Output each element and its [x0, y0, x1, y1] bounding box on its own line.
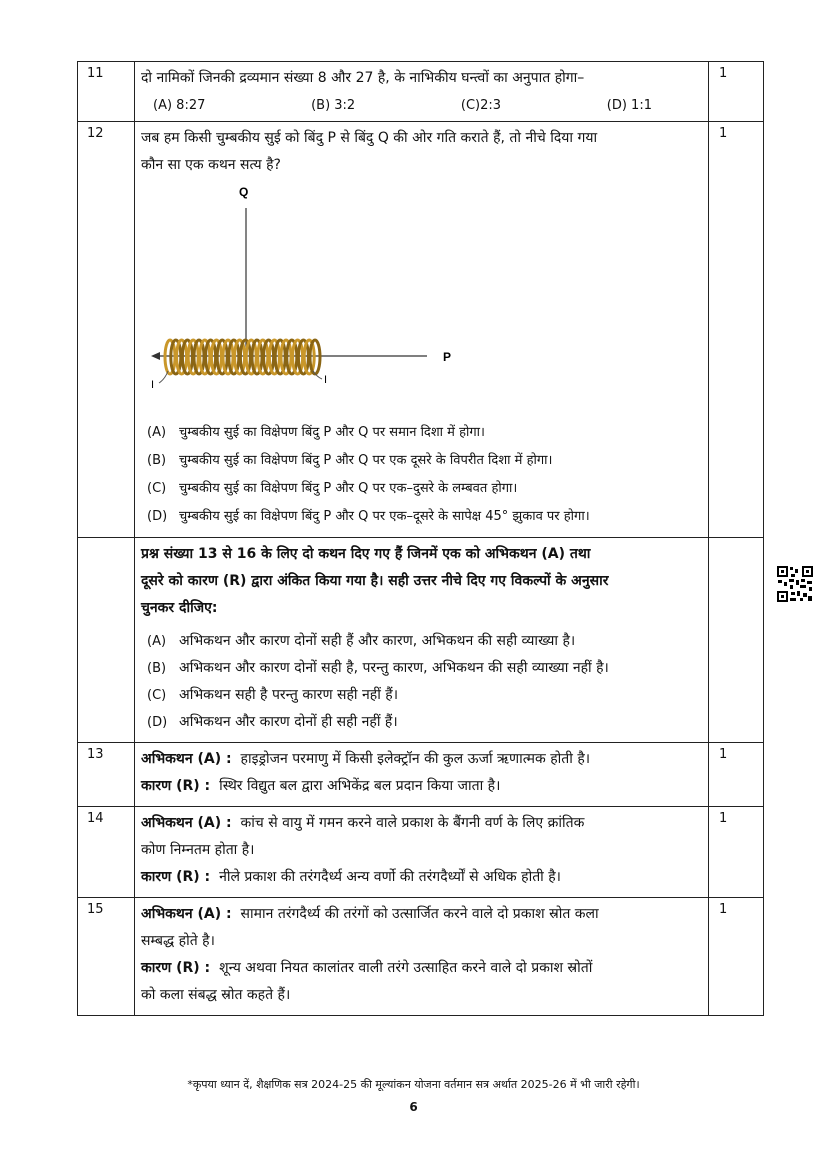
- option-c: (C)2:3: [460, 98, 502, 113]
- reason-text: नीले प्रकाश की तरंगदैर्ध्य अन्य वर्णो की तरंगदैर्ध्यों से अधिक होती है।: [219, 869, 561, 885]
- label-current-out: I: [324, 374, 328, 386]
- instructions-row: [78, 538, 764, 743]
- assertion-text: सामान तरंगदैर्ध्य की तरंगों को उत्सार्जित करने वाले दो प्रकाश स्रोत कला: [240, 906, 599, 922]
- solenoid-coil: [165, 340, 320, 374]
- question-text: दो नामिकों जिनकी द्रव्यमान संख्या 8 और 27 है, के नाभिकीय घन्त्वों का अनुपात होगा–: [141, 70, 585, 86]
- option-a: (A) 8:27: [153, 98, 206, 113]
- question-number: 14: [78, 807, 135, 898]
- option-c: (C) अभिकथन सही है परन्तु कारण सही नहीं हैं।: [147, 687, 399, 703]
- qr-code-icon: [776, 565, 814, 603]
- options-list: [141, 628, 702, 736]
- question-number: 11: [78, 62, 135, 122]
- reason-text: शून्य अथवा नियत कालांतर वाली तरंगे उत्साहित करने वाले दो प्रकाश स्रोतों: [219, 960, 593, 976]
- assertion: [141, 746, 702, 773]
- assertion-label: अभिकथन (A) :: [141, 815, 232, 831]
- option-d: (D) अभिकथन और कारण दोनों ही सही नहीं हैं।: [147, 714, 398, 730]
- option-row: [141, 92, 702, 115]
- reason-label: कारण (R) :: [141, 869, 211, 885]
- question-number: 15: [78, 898, 135, 1016]
- footnote: *कृपया ध्यान दें, शैक्षणिक सत्र 2024-25 की मूल्यांकन योजना वर्तमान सत्र अर्थात 2025-26 में भी जारी रहेगी।: [187, 1078, 640, 1091]
- question-row-15: [78, 898, 764, 1016]
- option-a: (A) चुम्बकीय सुई का विक्षेपण बिंदु P और Q पर समान दिशा में होगा।: [147, 425, 485, 440]
- assertion-text: कांच से वायु में गमन करने वाले प्रकाश के बैंगनी वर्ण के लिए क्रांतिक: [240, 815, 585, 831]
- marks: 1: [709, 122, 764, 538]
- option-d: (D) चुम्बकीय सुई का विक्षेपण बिंदु P और Q पर एक–दूसरे के सापेक्ष 45° झुकाव पर होगा।: [147, 509, 590, 524]
- reason-label: कारण (R) :: [141, 778, 211, 794]
- marks: 1: [709, 898, 764, 1016]
- marks: 1: [709, 62, 764, 122]
- option-b: (B) 3:2: [311, 98, 356, 113]
- question-text-line-1: जब हम किसी चुम्बकीय सुई को बिंदु P से बिंदु Q की ओर गति कराते हैं, तो नीचे दिया गया: [141, 130, 598, 146]
- question-row-12: [78, 122, 764, 538]
- question-content: [135, 898, 709, 1016]
- instructions-line-1: प्रश्न संख्या 13 से 16 के लिए दो कथन दिए गए हैं जिनमें एक को अभिकथन (A) तथा: [141, 546, 591, 562]
- assertion-label: अभिकथन (A) :: [141, 906, 232, 922]
- option-d: (D) 1:1: [606, 98, 652, 113]
- marks: 1: [709, 807, 764, 898]
- assertion: [141, 901, 702, 928]
- question-number: 12: [78, 122, 135, 538]
- solenoid-diagram: [143, 183, 463, 413]
- assertion-continued: सम्बद्ध होते है।: [141, 933, 215, 949]
- option-a: (A) अभिकथन और कारण दोनों सही हैं और कारण, अभिकथन की सही व्याख्या है।: [147, 633, 576, 649]
- question-number-empty: [78, 538, 135, 743]
- option-c: (C) चुम्बकीय सुई का विक्षेपण बिंदु P और Q पर एक–दुसरे के लम्बवत होगा।: [147, 481, 518, 496]
- marks: 1: [709, 743, 764, 807]
- question-row-13: [78, 743, 764, 807]
- question-content: [135, 62, 709, 122]
- instructions-line-3: चुनकर दीजिए:: [141, 600, 218, 616]
- arrow-left-icon: [151, 352, 160, 360]
- assertion-label: अभिकथन (A) :: [141, 751, 232, 767]
- assertion: [141, 810, 702, 837]
- label-p: P: [443, 350, 452, 364]
- question-row-14: [78, 807, 764, 898]
- marks-empty: [709, 538, 764, 743]
- reason: [141, 955, 702, 982]
- question-content: [135, 122, 709, 538]
- instructions-content: [135, 538, 709, 743]
- option-b: (B) चुम्बकीय सुई का विक्षेपण बिंदु P और Q पर एक दूसरे के विपरीत दिशा में होगा।: [147, 453, 553, 468]
- option-b: (B) अभिकथन और कारण दोनों सही है, परन्तु कारण, अभिकथन की सही व्याख्या नहीं है।: [147, 660, 609, 676]
- options-list: [141, 419, 702, 531]
- label-q: Q: [239, 185, 249, 199]
- question-content: [135, 807, 709, 898]
- instructions-line-2: दूसरे को कारण (R) द्वारा अंकित किया गया है। सही उत्तर नीचे दिए गए विकल्पों के अनुसार: [141, 573, 609, 589]
- assertion-text: हाइड्रोजन परमाणु में किसी इलेक्ट्रॉन की कुल ऊर्जा ऋणात्मक होती है।: [240, 751, 591, 767]
- assertion-continued: कोण निम्नतम होता है।: [141, 842, 255, 858]
- label-current-in: I: [151, 379, 155, 391]
- reason-label: कारण (R) :: [141, 960, 211, 976]
- reason: [141, 773, 702, 800]
- reason-continued: को कला संबद्ध स्रोत कहते हैं।: [141, 987, 291, 1003]
- question-text-line-2: कौन सा एक कथन सत्य है?: [141, 157, 281, 173]
- question-number: 13: [78, 743, 135, 807]
- page-number: 6: [409, 1100, 418, 1114]
- reason: [141, 864, 702, 891]
- question-row-11: [78, 62, 764, 122]
- question-table: [77, 61, 764, 1016]
- question-content: [135, 743, 709, 807]
- reason-text: स्थिर विद्युत बल द्वारा अभिकेंद्र बल प्रदान किया जाता है।: [219, 778, 501, 794]
